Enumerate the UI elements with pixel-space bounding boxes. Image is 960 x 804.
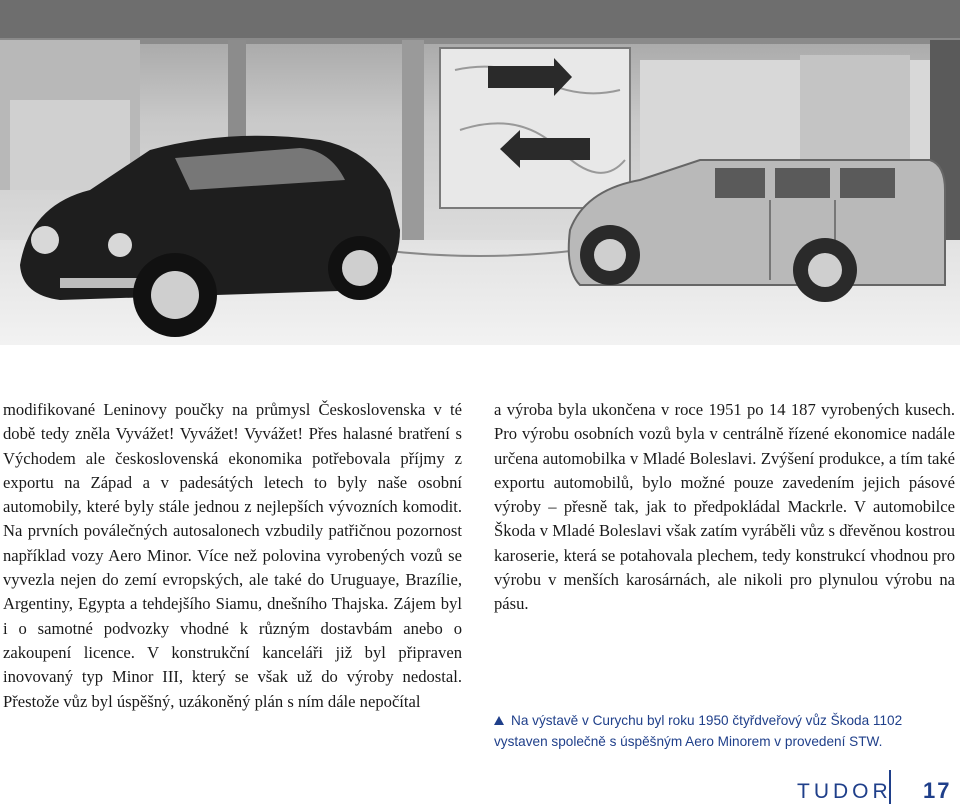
exhibition-photo: [0, 0, 960, 345]
caption-line-1: Na výstavě v Curychu byl roku 1950 čtyřdveřový vůz Škoda 1102: [511, 713, 903, 728]
photo-caption: [494, 711, 949, 752]
magazine-name: TUDOR: [797, 780, 892, 803]
caption-triangle-icon: [494, 716, 504, 725]
caption-line-2: vystaven společně s úspěšným Aero Minorem v provedení STW.: [494, 733, 883, 749]
exhibition-photo-graphic: [0, 0, 960, 345]
article-column-left: [3, 398, 462, 714]
article-column-right: [494, 398, 955, 617]
article-text-left: modifikované Leninovy poučky na průmysl Československa v té době tedy zněla Vyvážet! Vyvážet! Vyvážet! Přes halasné bratření s Východem ale československá ekonomika potřebovala příjmy z exportu na Západ a v padesátých letech to byly naše osobní automobily, které byly stále jednou z nejlepších vývozních komodit. Na prvních poválečných autosalonech vzbudily patřičnou pozornost například vozy Aero Minor. Více než polovina vyrobených vozů se vyvezla nejen do zemí evropských, ale také do Uruguaye, Brazílie, Argentiny, Egypta a tehdejšího Siamu, dnešního Thajska. Zájem byl i o samotné podvozky vhodné k různým dostavbám anebo o zakoupení licence. V konstrukční kanceláři již byl připraven inovovaný typ Minor III, který se však už do výroby nedostal. Přestože vůz byl úspěšný, uzákoněný plán s ním dále nepočítal: [3, 400, 462, 711]
page-number: 17: [923, 778, 952, 803]
article-text-right: a výroba byla ukončena v roce 1951 po 14 187 vyrobených kusech. Pro výrobu osobních vozů byla v centrálně řízené ekonomice nadále určena automobilka v Mladé Boleslavi. Zvýšení produkce, a tím také exportu automobilů, bylo možné pouze zavedením jejich pásové výroby – přesně tak, jak to předpokládal Mackrle. V automobilce Škoda v Mladé Boleslavi však zatím vyráběli vůz s dřevěnou kostrou karoserie, která se potahovala plechem, tedy konstrukcí vhodnou pro výrobu v menších karosárnách, ale nikoli pro plynulou výrobu na pásu.: [494, 400, 955, 614]
